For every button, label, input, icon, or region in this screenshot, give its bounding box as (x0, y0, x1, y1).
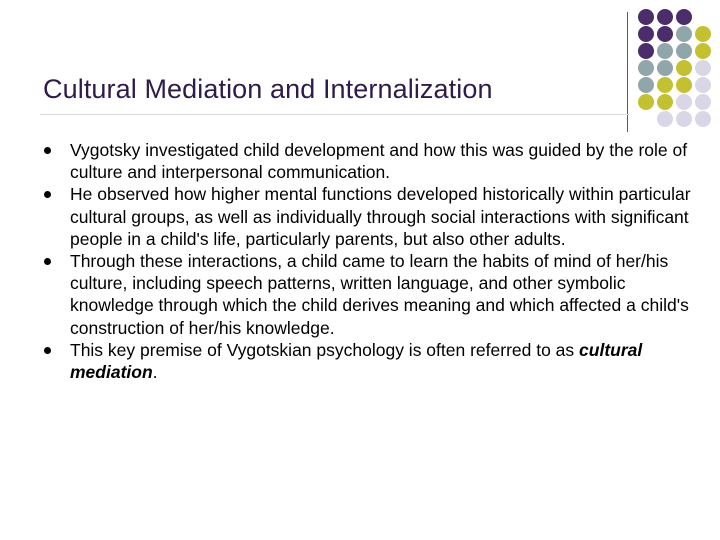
decor-dot (676, 77, 692, 93)
decor-dot (657, 94, 673, 110)
decor-dot (676, 43, 692, 59)
decor-dot (638, 9, 654, 25)
bullet-text-before: This key premise of Vygotskian psychology is often referred to as (70, 339, 580, 360)
decor-dot (676, 94, 692, 110)
decor-dot (657, 43, 673, 59)
bullet-item (44, 183, 694, 250)
decor-dot (676, 26, 692, 42)
decor-dot (657, 77, 673, 93)
decor-dot (695, 111, 711, 127)
bullet-icon (44, 147, 51, 154)
decor-dot (676, 60, 692, 76)
bullet-item (44, 339, 694, 383)
decor-dot (638, 43, 654, 59)
bullet-list (44, 139, 694, 383)
decor-dot (638, 94, 654, 110)
slide-title: Cultural Mediation and Internalization (43, 74, 493, 104)
decor-dot (657, 26, 673, 42)
bullet-text: Vygotsky investigated child development and how this was guided by the role of culture and interpersonal communication. (70, 140, 688, 183)
decor-dot (657, 111, 673, 127)
decor-dot (695, 26, 711, 42)
bullet-text: Through these interactions, a child came to learn the habits of mind of her/his culture, including speech patterns, written language, and other symbolic knowledge through which the child derives meaning and which affected a child's construction of her/his knowledge. (70, 251, 689, 338)
decor-dot (695, 43, 711, 59)
bullet-icon (44, 347, 51, 354)
decor-dot (657, 60, 673, 76)
bullet-item (44, 250, 694, 339)
decor-dot (695, 60, 711, 76)
bullet-item (44, 139, 694, 183)
decor-dot (638, 77, 654, 93)
decor-dot (695, 77, 711, 93)
bullet-emphasis: cultural mediation (70, 339, 643, 383)
decor-dot (638, 60, 654, 76)
decor-dot (676, 9, 692, 25)
decor-dot (638, 26, 654, 42)
bullet-text: He observed how higher mental functions developed historically within particular cultural groups, as well as individually through social interactions with significant people in a child's life, particularly parents, but also other adults. (70, 184, 691, 249)
bullet-text-after: . (152, 362, 158, 383)
decor-dot (657, 9, 673, 25)
bullet-icon (44, 258, 51, 265)
bullet-icon (44, 191, 51, 198)
decor-dot (676, 111, 692, 127)
decor-dot (695, 94, 711, 110)
title-divider (40, 114, 629, 115)
